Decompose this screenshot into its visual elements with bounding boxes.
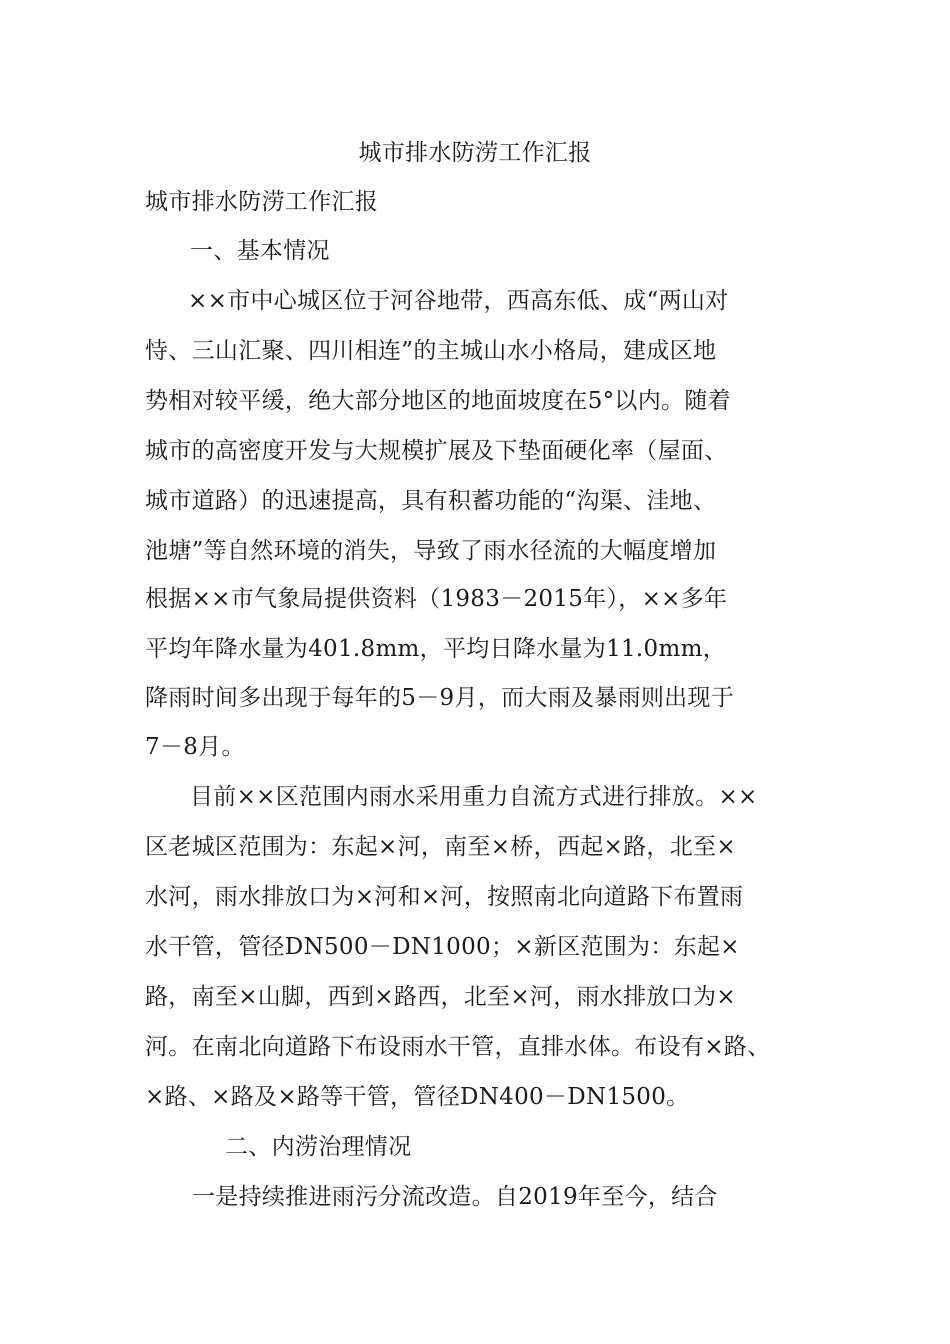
paragraph-line: 目前××区范围内雨水采用重力自流方式进行排放。×× (190, 784, 758, 810)
paragraph-line: 根据××市气象局提供资料（1983－2015年），××多年 (145, 586, 728, 612)
paragraph-line: 一是持续推进雨污分流改造。自2019年至今，结合 (192, 1184, 718, 1210)
paragraph-line: 城市的高密度开发与大规模扩展及下垫面硬化率（屋面、 (145, 438, 728, 464)
paragraph-line: 势相对较平缓，绝大部分地区的地面坡度在5°以内。随着 (145, 388, 731, 414)
paragraph-line: 路，南至×山脚，西到×路西，北至×河，雨水排放口为× (145, 984, 736, 1010)
paragraph-line: 恃、三山汇聚、四川相连”的主城山水小格局，建成区地 (145, 338, 717, 364)
paragraph-line: 河。在南北向道路下布设雨水干管，直排水体。布设有×路、 (145, 1034, 771, 1060)
paragraph-line: 降雨时间多出现于每年的5－9月，而大雨及暴雨则出现于 (145, 685, 735, 711)
section-heading-basic: 一、基本情况 (190, 238, 330, 264)
paragraph-line: 平均年降水量为401.8mm，平均日降水量为11.0mm， (145, 636, 726, 662)
paragraph-line: 区老城区范围为：东起×河，南至×桥，西起×路，北至× (145, 834, 736, 860)
paragraph-line: 水干管，管径DN500－DN1000；×新区范围为：东起× (145, 934, 740, 960)
document-title: 城市排水防涝工作汇报 (358, 140, 592, 166)
paragraph-line: ××市中心城区位于河谷地带，西高东低、成“两山对 (188, 288, 729, 314)
paragraph-line: 7－8月。 (145, 734, 245, 760)
paragraph-line: 池塘”等自然环境的消失，导致了雨水径流的大幅度增加 (145, 538, 717, 564)
paragraph-line: 水河，雨水排放口为×河和×河，按照南北向道路下布置雨 (145, 884, 744, 910)
section-heading-waterlogging: 二、内涝治理情况 (225, 1134, 412, 1160)
paragraph-line: 城市道路）的迅速提高，具有积蓄功能的“沟渠、洼地、 (145, 488, 717, 514)
document-subtitle: 城市排水防涝工作汇报 (145, 189, 378, 215)
paragraph-line: ×路、×路及×路等干管，管径DN400－DN1500。 (145, 1084, 690, 1110)
